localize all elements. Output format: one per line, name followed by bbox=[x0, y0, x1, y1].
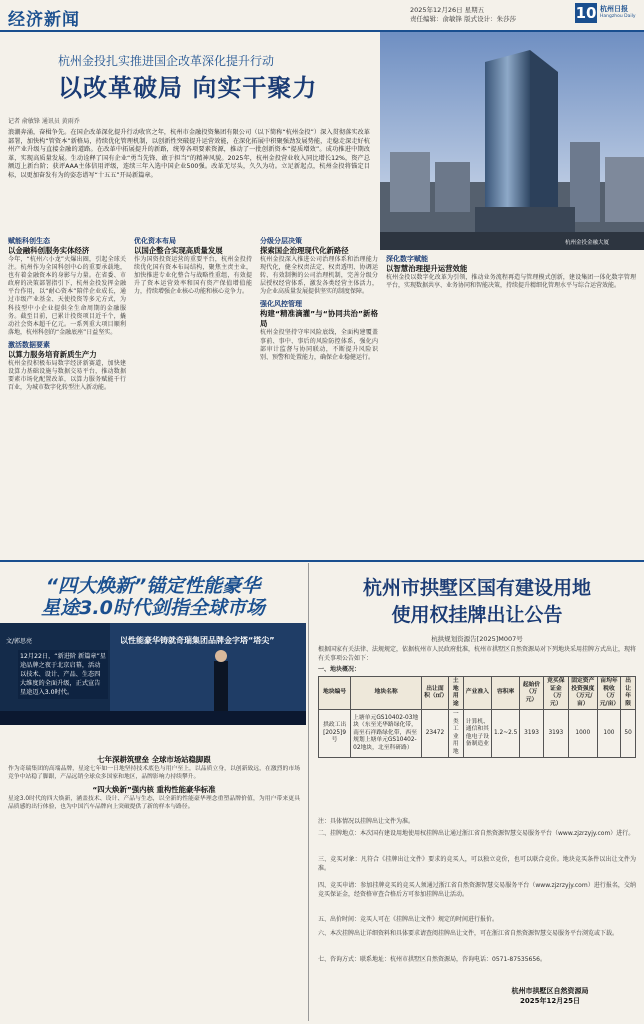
column-heading: 以智慧治理提升运营效能 bbox=[386, 264, 468, 273]
photo-caption: 杭州金投金融大厦 bbox=[565, 240, 610, 246]
column-text: 杭州金投以数字化改革为引领，推动业务流程再造与管理模式创新，建设集团一体化数字管理平台，实现数据共享、业务协同和智能决策，持续提升精细化管理水平与综合运营效能。 bbox=[386, 274, 636, 290]
column-subhead: 强化风控管理 bbox=[260, 300, 302, 309]
page-header bbox=[0, 0, 644, 32]
auto-title-line1: “四大焕新”锚定性能豪华 bbox=[45, 575, 261, 597]
column-text: 今年，“杭州六小龙”火爆出圈，引起全球关注。杭州作为全国科创中心的重要承载地，也有着金融资本的身影与力量。在省委、市政府的决策部署指引下，杭州金投发挥金融平台作用，以“耐心资本”陪伴企业成长，通过市级产业基金、天使投资等多元方式，为科技型中小企业提供全生命周期的金融服务。截至目前，已累计投资项目近千个，撬动社会资本超千亿元。一系列重大项目顺利落地，杭州科创的“金融底座”日益坚实。 bbox=[8, 256, 126, 336]
table-cell: 1.2~2.5 bbox=[492, 710, 520, 758]
table-cell: 1000 bbox=[568, 710, 597, 758]
column-heading: 以算力服务培育新质生产力 bbox=[8, 349, 97, 359]
notice-date: 2025年12月25日 bbox=[520, 997, 580, 1005]
auto-subhead: 七年深耕筑壁垒 全球市场站稳脚跟 bbox=[97, 755, 211, 764]
notice-intro: 根据国家有关法律、法规规定，依据杭州市人民政府批准，杭州市拱墅区自然资源局对下列地块采用挂牌方式出让，现将有关事项公告如下： bbox=[318, 646, 637, 662]
event-intro-text: 12月22日，“新进阶 新篇章”星途品牌之夜于北京启幕，活动以技术、设计、产品、生态四大维度的全面升级，正式宣告星途迈入3.0时代。 bbox=[18, 650, 108, 699]
column-text: 作为国资投资运营的重要平台，杭州金投持续优化国有资本布局结构，聚焦主责主业，加快推进专业化整合与战略性重组，有效提升了资本运营效率和国有资产保值增值能力，持续增强企业核心功能和核心竞争力。 bbox=[134, 256, 252, 296]
section-title: 经济新闻 bbox=[8, 10, 80, 30]
table-header: 土地用途 bbox=[448, 677, 463, 710]
auto-text: 星途3.0时代的四大焕新，涵盖技术、设计、产品与生态，以全新的性能豪华理念重塑品牌价值，为用户带来更具品质感的出行体验，也为中国汽车品牌向上突破提供了新的样本与路径。 bbox=[8, 796, 300, 810]
editor-credit: 责任编辑：俞敏锋 版式设计：朱莎莎 bbox=[410, 15, 517, 23]
notice-section-5: 五、出价时间：竞买人可在《挂牌出让文件》规定的时间进行报价。 bbox=[318, 916, 499, 923]
column-text: 杭州金投坚持守牢风险底线，全面构建覆盖事前、事中、事后的风险防控体系，强化内部审计监督与协同联动，不断提升风险识别、预警和处置能力，确保企业稳健运行。 bbox=[260, 329, 378, 361]
column-subhead: 优化资本布局 bbox=[134, 237, 176, 245]
table-header: 出让面积（㎡） bbox=[422, 677, 449, 710]
table-header: 地块编号 bbox=[319, 677, 351, 710]
table-header: 固定资产投资强度（万元/亩） bbox=[568, 677, 597, 710]
table-row bbox=[319, 710, 636, 758]
event-banner-text: 以性能豪华铸就奇瑞集团品牌金字塔“塔尖” bbox=[120, 636, 275, 645]
column-heading: 探索国企治理现代化新路径 bbox=[260, 246, 349, 255]
column-divider bbox=[308, 563, 309, 1021]
newspaper-english-name: Hangzhou Daily bbox=[600, 14, 636, 19]
auto-subhead: “四大焕新”强内核 重构性能豪华标准 bbox=[92, 785, 216, 794]
table-cell: 计算机、通信和其他电子设备制造业 bbox=[463, 710, 491, 758]
notice-note: 注：具体情况以挂牌出让文件为准。 bbox=[318, 818, 415, 825]
notice-section-2: 二、挂牌地点：本次国有建设用地使用权挂牌出让通过浙江省自然资源智慧交易服务平台（www.zjzrzyjy.com）进行。 bbox=[318, 830, 635, 837]
article-column-1 bbox=[8, 237, 126, 557]
notice-title-line1: 杭州市拱墅区国有建设用地 bbox=[362, 577, 591, 599]
article-headline: 以改革破局 向实干聚力 bbox=[58, 74, 318, 102]
column-text: 杭州金投深入推进公司治理体系和治理能力现代化，健全权责法定、权责透明、协调运转、有效制衡的公司治理机制，完善分级分层授权经营体系，激发各类经营主体活力，为企业高质量发展提供坚实的制度保障。 bbox=[260, 256, 378, 296]
column-heading: 以国企整合实现高质量发展 bbox=[134, 246, 223, 255]
auto-article-author: 文/郭思亮 bbox=[6, 638, 33, 645]
table-cell: 一类工业用地 bbox=[448, 710, 463, 758]
column-subhead: 赋能科创生态 bbox=[8, 237, 50, 245]
table-header: 地块名称 bbox=[351, 677, 422, 710]
table-cell: 50 bbox=[621, 710, 636, 758]
article-column-3 bbox=[260, 237, 378, 557]
table-header-row bbox=[319, 677, 636, 710]
article-kicker: 杭州金投扎实推进国企改革深化提升行动 bbox=[58, 54, 275, 68]
table-cell: 上塘单元GS10402-03地块（东至光华路绿化带，南至石祥路绿化带，西至规划上塘单元GS10402-02地块，北至科研路） bbox=[351, 710, 422, 758]
building-photo bbox=[380, 32, 644, 250]
column-subhead: 深化数字赋能 bbox=[386, 255, 428, 263]
notice-section-7: 七、咨询方式：联系地址：杭州市拱墅区自然资源局，咨询电话：0571-87535656。 bbox=[318, 956, 546, 963]
newspaper-logo: 杭州日报 bbox=[600, 5, 628, 13]
table-cell: 3193 bbox=[520, 710, 543, 758]
notice-title bbox=[315, 575, 639, 629]
table-cell: 100 bbox=[597, 710, 621, 758]
table-cell: 3193 bbox=[543, 710, 568, 758]
header-info bbox=[410, 6, 516, 24]
notice-section-3: 三、竞买对象：凡符合《挂牌出让文件》要求的竞买人，可以独立竞价，也可以联合竞价。地块竞买条件以出让文件为准。 bbox=[318, 856, 636, 872]
auto-article-title bbox=[5, 575, 301, 619]
article-column-2 bbox=[134, 237, 252, 557]
land-table bbox=[318, 676, 636, 758]
table-header: 竞买保证金（万元） bbox=[543, 677, 568, 710]
article-lead: 浪潮奔涌，奋楫争先。在国企改革深化提升行动收官之年，杭州市金融投资集团有限公司（以下简称“杭州金投”）深入贯彻落实改革部署，加快构“管资本”新格局，持续优化管理机制，以创新性突破提升运营效能，在深化拓展中积聚强劲发展势能，走稳走深走好杭州产业升级与直接金融的道路。在改革中拓展提升的新路，统筹各项要素资源，推动了一批创新资本“提质增效”。成功推进中期改革，实现高质量发展。生动诠释了国有企业“勇当先锋、敢于担当”的精神风貌。2025年，杭州金投营业收入同比增长12%，资产总额迈上新台阶；获评AAA主体信用评级，连续三年入选中国企业500强。改革无尽头，久久为功。立足新起点，杭州金投将锚定目标，以更加奋发有为的姿态谱写“十五五”开局新篇章。 bbox=[8, 129, 370, 179]
table-cell: 23472 bbox=[422, 710, 449, 758]
issuing-authority: 杭州市拱墅区自然资源局 bbox=[511, 987, 589, 995]
notice-signature bbox=[470, 986, 630, 1006]
column-heading: 以金融科创服务实体经济 bbox=[8, 246, 90, 255]
notice-section-1: 一、地块概况： bbox=[318, 666, 361, 673]
table-header: 出让年限 bbox=[621, 677, 636, 710]
land-table-wrap bbox=[318, 676, 636, 758]
table-header: 产业准入 bbox=[463, 677, 491, 710]
page-number: 10 bbox=[575, 4, 597, 22]
auto-article-body bbox=[8, 755, 300, 1020]
column-subhead: 分级分层决策 bbox=[260, 237, 302, 245]
column-text: 杭州金投积极布局数字经济新赛道，加快建设算力基础设施与数据交易平台，推动数据要素市场化配置改革，以算力服务赋能千行百业，为城市数字化转型注入新动能。 bbox=[8, 359, 126, 392]
notice-reference: 杭拱规划资源告[2025]M007号 bbox=[431, 635, 523, 643]
table-header: 容积率 bbox=[492, 677, 520, 710]
section-divider bbox=[0, 560, 644, 562]
newspaper-name bbox=[600, 5, 636, 21]
auto-title-line2: 星途3.0时代剑指全球市场 bbox=[41, 597, 265, 619]
notice-title-line2: 使用权挂牌出让公告 bbox=[391, 604, 563, 626]
article-byline: 记者 俞敏锋 通讯员 黄雨乔 bbox=[8, 118, 80, 125]
table-cell: 拱政工出[2025]9号 bbox=[319, 710, 351, 758]
table-header: 起始价（万元） bbox=[520, 677, 543, 710]
building-illustration bbox=[380, 32, 644, 250]
column-heading: 构建“精准滴灌”与“协同共治”新格局 bbox=[260, 309, 378, 329]
column-subhead: 激活数据要素 bbox=[8, 340, 50, 349]
issue-date: 2025年12月26日 星期五 bbox=[410, 6, 485, 14]
notice-section-6: 六、本次挂牌出让详细资料和具体要求请查阅挂牌出让文件，可在浙江省自然资源智慧交易服务平台浏览或下载。 bbox=[318, 930, 619, 937]
notice-section-4: 四、竞买申请：参加挂牌竞买的竞买人须通过浙江省自然资源智慧交易服务平台（www.zjzrzyjy.com）进行报名，交纳竞买保证金，经资格审查合格后方可参加挂牌出让活动。 bbox=[318, 882, 636, 898]
auto-text: 作为奇瑞集团的高端品牌，星途七年如一日地坚持技术底色与用户至上，以品质立身，以创新致远，在激烈的市场竞争中站稳了脚跟，产品远销全球众多国家和地区，品牌影响力持续攀升。 bbox=[8, 766, 300, 780]
article-column-4 bbox=[386, 255, 636, 575]
table-header: 亩均年税收（万元/亩） bbox=[597, 677, 621, 710]
